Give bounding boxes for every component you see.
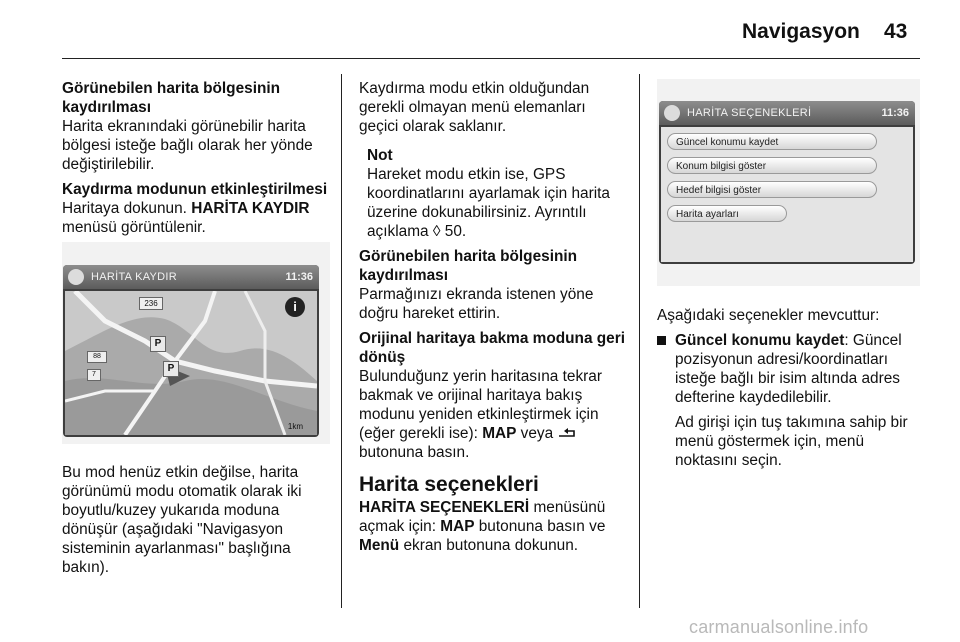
- info-icon[interactable]: i: [285, 297, 305, 317]
- clock: 11:36: [881, 107, 909, 119]
- clock: 11:36: [285, 271, 313, 283]
- brand-logo-icon: [664, 105, 680, 121]
- map-screen-title-bar: [63, 265, 319, 289]
- map-graphic: [65, 291, 317, 435]
- options-screen: [659, 101, 915, 264]
- body-text: Aşağıdaki seçenekler mevcuttur:: [657, 307, 880, 324]
- map-screen: [63, 265, 319, 437]
- column-divider-2: [639, 74, 640, 608]
- bullet-subtext: Ad girişi için tuş takımına sahip bir menü göstermek için, menü noktasını seçin.: [675, 414, 908, 469]
- road-label: 236: [139, 297, 163, 310]
- body-text: Harita ekranındaki görünebilir harita bölgesi isteğe bağlı olarak her yönde değiştirilebilir.: [62, 118, 313, 173]
- column-3: [657, 306, 920, 470]
- options-screen-title-bar: [659, 101, 915, 125]
- parking-icon: P: [150, 336, 166, 352]
- column-2: [359, 79, 629, 555]
- map-view: [65, 291, 317, 435]
- body-text: Haritaya dokunun. HARİTA KAYDIR menüsü görüntülenir.: [62, 200, 310, 236]
- menu-item-save-position[interactable]: Güncel konumu kaydet: [667, 133, 877, 150]
- page-header-title: Navigasyon: [742, 20, 860, 43]
- parking-icon: P: [163, 361, 179, 377]
- note-heading: Not: [367, 147, 393, 164]
- section-title: Harita seçenekleri: [359, 473, 539, 496]
- page-ref-icon: ◊: [432, 223, 441, 240]
- section-heading: Görünebilen harita bölgesinin kaydırılması: [359, 248, 578, 284]
- note-body: Hareket modu etkin ise, GPS koordinatlarını ayarlamak için harita üzerine dokunabilirsiniz. Ayrıntılı açıklama ◊ 50.: [367, 166, 610, 240]
- page-number: 43: [884, 20, 908, 43]
- options-menu: [661, 127, 913, 262]
- section-heading: Görünebilen harita bölgesinin kaydırılması: [62, 80, 281, 116]
- note-box: [359, 146, 629, 241]
- brand-logo-icon: [68, 269, 84, 285]
- column-1-after-image: [62, 463, 330, 577]
- body-text: Bulunduğunz yerin haritasına tekrar bakmak ve orijinal haritaya bakış modunu yeniden etkinleştirmek için (eğer gerekli ise): MAP veya butonuna basın.: [359, 368, 602, 461]
- section-heading: Orijinal haritaya bakma moduna geri dönüş: [359, 330, 625, 366]
- map-screen-title: HARİTA KAYDIR: [91, 271, 178, 283]
- header-divider: [62, 58, 920, 59]
- menu-item-position-info[interactable]: Konum bilgisi göster: [667, 157, 877, 174]
- road-label: 7: [87, 369, 101, 381]
- bullet-text: Güncel konumu kaydet: Güncel pozisyonun adresi/koordinatları isteğe bağlı bir isim altında adres defterine kaydedilebilir.: [675, 332, 902, 406]
- body-text: Bu mod henüz etkin değilse, harita görünümü modu otomatik olarak iki boyutlu/kuzey yukarıda moduna dönüşür (aşağıdaki "Navigasyon sisteminin ayarlanması" başlığına bakın).: [62, 464, 302, 576]
- options-screenshot-figure: [657, 79, 920, 286]
- body-text: Parmağınızı ekranda istenen yöne doğru hareket ettirin.: [359, 286, 594, 322]
- watermark: carmanualsonline.info: [689, 617, 869, 637]
- body-text: Kaydırma modu etkin olduğundan gerekli olmayan menü elemanları geçici olarak saklanır.: [359, 80, 590, 135]
- back-arrow-icon: [557, 427, 577, 439]
- menu-item-map-settings[interactable]: Harita ayarları: [667, 205, 787, 222]
- bullet-square-icon: [657, 336, 666, 345]
- section-heading: Kaydırma modunun etkinleştirilmesi: [62, 181, 328, 198]
- column-divider-1: [341, 74, 342, 608]
- body-text: HARİTA SEÇENEKLERİ menüsünü açmak için: MAP butonuna basın ve Menü ekran butonuna dokunun.: [359, 499, 606, 554]
- scale-label: 1km: [287, 422, 303, 431]
- road-label: 88: [87, 351, 107, 363]
- map-screenshot-figure: [62, 242, 330, 444]
- menu-item-destination-info[interactable]: Hedef bilgisi göster: [667, 181, 877, 198]
- column-1: [62, 79, 330, 237]
- options-screen-title: HARİTA SEÇENEKLERİ: [687, 107, 812, 119]
- list-item: [657, 331, 920, 470]
